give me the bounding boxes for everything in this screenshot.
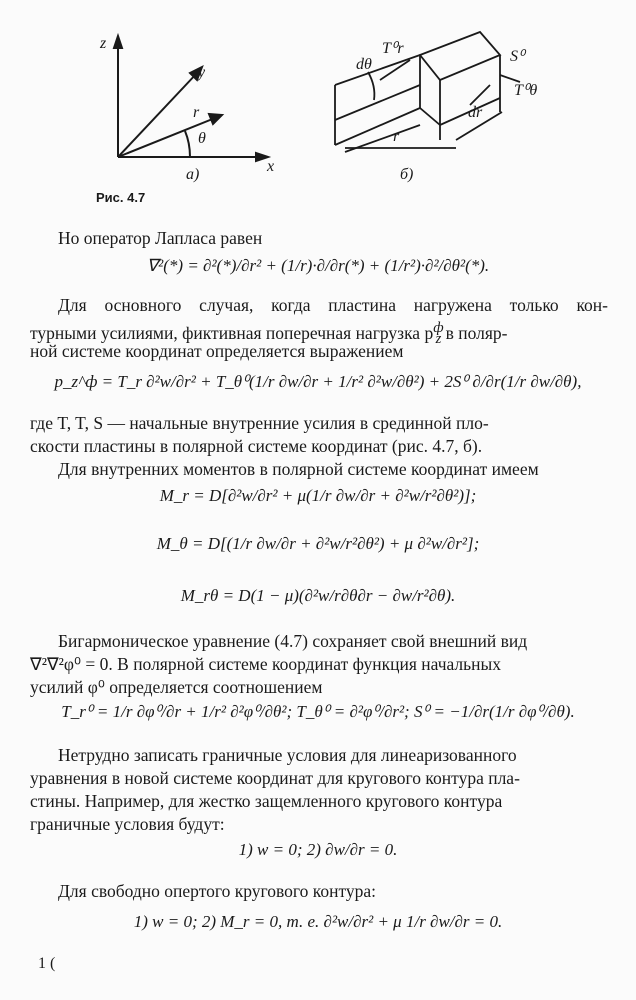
equation-simply-supported-bc: 1) w = 0; 2) M_r = 0, т. е. ∂²w/∂r² + μ 1/r ∂w/∂r = 0. [133, 912, 503, 931]
angle-theta-label: θ [198, 130, 206, 147]
equation-clamped-bc: 1) w = 0; 2) ∂w/∂r = 0. [238, 840, 398, 859]
equation-Mrtheta: M_rθ = D(1 − μ)(∂²w/r∂θ∂r − ∂w/r²∂θ). [180, 586, 456, 605]
figure-drawing [0, 0, 636, 215]
figure-caption: Рис. 4.7 [96, 190, 146, 205]
para-initial-forces-line2: скости пластины в полярной системе координат (рис. 4.7, б). [30, 436, 483, 456]
figure-4-7 [0, 0, 636, 215]
para-main-case-line2-end: в поляр- [441, 322, 508, 343]
para-boundary-line2: уравнения в новой системе координат для кругового контура пла- [30, 768, 520, 788]
equation-pz: p_z^ф = T_r ∂²w/∂r² + T_θ⁰(1/r ∂w/∂r + 1/r² ∂²w/∂θ²) + 2S⁰ ∂/∂r(1/r ∂w/∂θ), [54, 372, 582, 391]
equation-stress-function: T_r⁰ = 1/r ∂φ⁰/∂r + 1/r² ∂²φ⁰/∂θ²; T_θ⁰ = ∂²φ⁰/∂r²; S⁰ = −1/∂r(1/r ∂φ⁰/∂θ). [61, 702, 575, 721]
para-initial-forces-Ttheta: , T [66, 413, 85, 433]
para-biharmonic-line3: усилий φ⁰ определяется соотношением [30, 677, 323, 697]
axis-y-line [118, 72, 198, 157]
para-main-case-line2-text: турными усилиями, фиктивная поперечная нагрузка p [30, 322, 434, 343]
equation-Mtheta: M_θ = D[(1/r ∂w/∂r + ∂²w/r²∂θ²) + μ ∂²w/∂r²]; [156, 534, 480, 553]
axis-z-label: z [100, 35, 107, 52]
angle-arc [185, 131, 190, 157]
pz-sup: ф [433, 320, 444, 336]
panel-b-label: б) [400, 166, 414, 183]
vector-r-arrow [209, 114, 222, 124]
r-label: r [393, 128, 400, 145]
T-r-label: T⁰r [382, 40, 404, 57]
para-simply-supported: Для свободно опертого кругового контура: [58, 881, 377, 901]
para-moments-intro: Для внутренних моментов в полярной системе координат имеем [58, 459, 539, 479]
T-theta-label: T⁰θ [514, 82, 538, 99]
para-biharmonic-line1: Бигармоническое уравнение (4.7) сохраняет свой внешний вид [58, 631, 528, 651]
para-biharmonic-line2: ∇²∇²φ⁰ = 0. В полярной системе координат функция начальных [30, 654, 502, 674]
para-initial-forces-T: где T [30, 413, 67, 433]
axis-z-arrow [114, 36, 122, 48]
panel-a-label: а) [186, 166, 200, 183]
para-main-case-line1: Для основного случая, когда пластина нагружена только кон- [58, 295, 608, 315]
para-boundary-line3: стины. Например, для жестко защемленного кругового контура [30, 791, 503, 811]
para-initial-forces-line1 [30, 412, 608, 435]
para-initial-forces-S: , S [84, 413, 104, 433]
S-label: S⁰ [510, 48, 525, 65]
para-main-case-line3: ной системе координат определяется выражением [30, 341, 404, 361]
equation-Mr: M_r = D[∂²w/∂r² + μ(1/r ∂w/∂r + ∂²w/r²∂θ²)]; [159, 486, 477, 505]
axis-x-label: x [267, 158, 275, 175]
dr-label: dr [468, 104, 483, 121]
equation-laplace: ∇²(*) = ∂²(*)/∂r² + (1/r)·∂/∂r(*) + (1/r²)·∂²/∂θ²(*). [146, 256, 490, 275]
axis-y-label: y [198, 64, 206, 81]
para-laplace-intro: Но оператор Лапласа равен [58, 228, 263, 248]
vector-r-label: r [193, 104, 200, 121]
para-initial-forces-end: — начальные внутренние усилия в срединной пло- [103, 413, 489, 433]
para-boundary-line1: Нетрудно записать граничные условия для линеаризованного [58, 745, 517, 765]
panel-b-drawing [335, 32, 520, 152]
para-boundary-line4: граничные условия будут: [30, 814, 225, 834]
pz-sub: z [435, 331, 442, 348]
page-number: 1 ( [38, 955, 56, 972]
d-theta-label: dθ [356, 56, 372, 73]
